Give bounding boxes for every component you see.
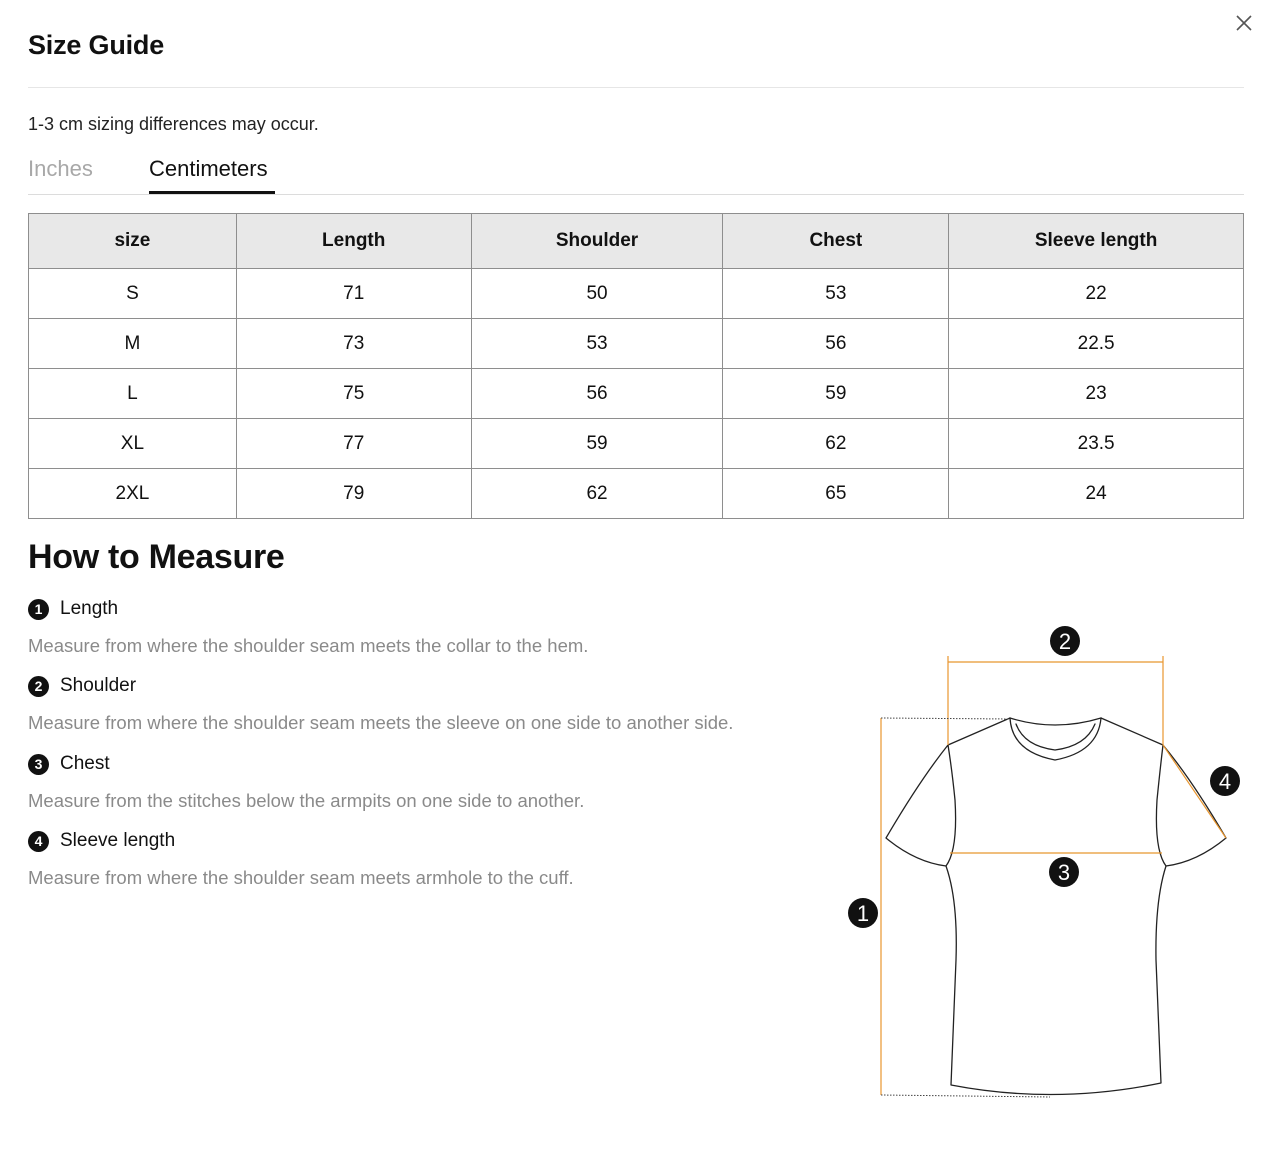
measure-item-length (28, 597, 818, 657)
measure-description: Measure from the stitches below the armpits on one side to another. (28, 790, 585, 811)
how-to-measure-title: How to Measure (28, 538, 285, 576)
table-cell: 73 (236, 319, 471, 369)
marker-4-icon (1210, 766, 1240, 796)
measure-label: Sleeve length (60, 830, 176, 851)
tab-inches[interactable]: Inches (28, 156, 93, 181)
marker-2-icon (1050, 626, 1080, 656)
active-tab-indicator (149, 191, 275, 194)
close-icon (1232, 11, 1256, 35)
table-cell: XL (29, 419, 237, 469)
size-table (28, 213, 1244, 519)
table-cell: 75 (236, 369, 471, 419)
table-cell: S (29, 269, 237, 319)
measure-label: Chest (60, 753, 110, 774)
measure-item-shoulder (28, 674, 818, 734)
tshirt-icon (840, 615, 1250, 1115)
table-cell: 53 (723, 269, 949, 319)
unit-tabs (28, 152, 1244, 195)
marker-3-icon (1049, 857, 1079, 887)
marker-label: 2 (1058, 629, 1072, 654)
title-divider (28, 87, 1244, 88)
table-cell: 22.5 (949, 319, 1244, 369)
measure-description: Measure from where the shoulder seam meets the sleeve on one side to another side. (28, 712, 734, 733)
measure-item-chest (28, 752, 818, 812)
table-row (29, 469, 1244, 519)
table-header-row (29, 214, 1244, 269)
column-header-length: Length (236, 214, 471, 269)
table-row (29, 419, 1244, 469)
table-cell: 56 (471, 369, 723, 419)
measure-description: Measure from where the shoulder seam meets the collar to the hem. (28, 635, 589, 656)
measure-description: Measure from where the shoulder seam meets armhole to the cuff. (28, 867, 574, 888)
number-1-icon: 1 (28, 599, 49, 620)
marker-1-icon (848, 898, 878, 928)
table-row (29, 369, 1244, 419)
table-cell: 59 (723, 369, 949, 419)
number-2-icon: 2 (28, 676, 49, 697)
column-header-shoulder: Shoulder (471, 214, 723, 269)
table-cell: 23 (949, 369, 1244, 419)
measure-label: Length (60, 598, 119, 619)
table-cell: 24 (949, 469, 1244, 519)
column-header-sleeve-length: Sleeve length (949, 214, 1244, 269)
table-row (29, 319, 1244, 369)
table-cell: 65 (723, 469, 949, 519)
table-cell: 62 (471, 469, 723, 519)
column-header-size: size (29, 214, 237, 269)
tab-centimeters[interactable]: Centimeters (149, 156, 268, 181)
table-cell: 2XL (29, 469, 237, 519)
column-header-chest: Chest (723, 214, 949, 269)
table-cell: 71 (236, 269, 471, 319)
marker-label: 3 (1057, 860, 1071, 885)
table-cell: 23.5 (949, 419, 1244, 469)
number-4-icon: 4 (28, 831, 49, 852)
table-cell: 79 (236, 469, 471, 519)
close-button[interactable] (1232, 11, 1256, 35)
table-row (29, 269, 1244, 319)
measure-label: Shoulder (60, 675, 137, 696)
sizing-note: 1-3 cm sizing differences may occur. (28, 114, 319, 134)
number-3-icon: 3 (28, 754, 49, 775)
table-cell: L (29, 369, 237, 419)
tshirt-measurement-diagram (840, 615, 1250, 1115)
table-cell: 59 (471, 419, 723, 469)
table-cell: 62 (723, 419, 949, 469)
measure-item-sleeve-length (28, 829, 818, 889)
marker-label: 1 (856, 901, 870, 926)
page-title: Size Guide (28, 30, 165, 60)
table-cell: 22 (949, 269, 1244, 319)
table-cell: 53 (471, 319, 723, 369)
table-cell: 77 (236, 419, 471, 469)
table-cell: 50 (471, 269, 723, 319)
marker-label: 4 (1218, 769, 1232, 794)
table-cell: 56 (723, 319, 949, 369)
table-cell: M (29, 319, 237, 369)
